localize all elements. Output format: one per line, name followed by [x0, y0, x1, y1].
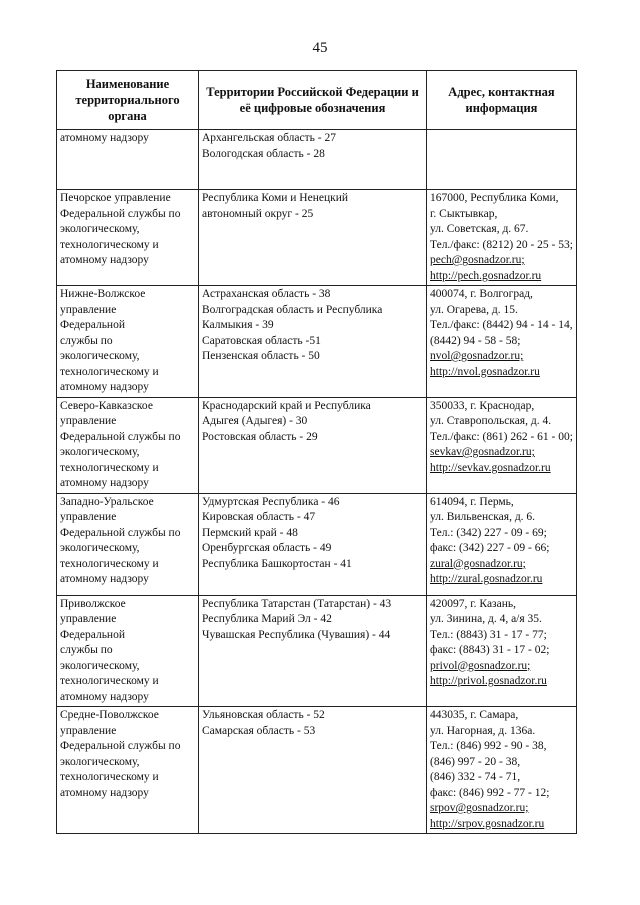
cell-text-line: Федеральной [60, 319, 125, 331]
cell-text-line: Самарская область - 53 [202, 724, 316, 737]
cell-text-line: 443035, г. Самара, [430, 709, 519, 721]
table-row [57, 707, 577, 834]
territories-cell [199, 130, 427, 190]
contacts-cell [427, 397, 577, 493]
contacts-cell [427, 286, 577, 398]
cell-text-line: управление [60, 303, 117, 316]
cell-text-line: (846) 332 - 74 - 71, [430, 771, 521, 783]
contacts-cell [427, 595, 577, 707]
cell-text-line: экологическому, [60, 446, 140, 458]
cell-text-line: 167000, Республика Коми, [430, 192, 559, 204]
cell-text-line: экологическому, [60, 755, 140, 768]
organ-cell [57, 707, 199, 834]
table-body [57, 130, 577, 834]
cell-text-line: факс: (8843) 31 - 17 - 02; [430, 644, 550, 656]
cell-text-line: Тел./факс: (8212) 20 - 25 - 53; [430, 238, 573, 251]
cell-text-line: (8442) 94 - 58 - 58; [430, 334, 521, 347]
cell-text-line: технологическому и [60, 238, 159, 251]
territories-cell [199, 493, 427, 595]
cell-text-line: ул. Огарева, д. 15. [430, 303, 518, 316]
table-header-row [57, 71, 577, 130]
cell-text-line: 400074, г. Волгоград, [430, 288, 533, 300]
cell-text-line: атомному надзору [60, 254, 149, 266]
website-link[interactable]: http://pech.gosnadzor.ru [430, 269, 542, 282]
cell-text-line: Тел./факс: (861) 262 - 61 - 00; [430, 430, 573, 443]
cell-text-line: 420097, г. Казань, [430, 597, 516, 610]
cell-text-line: Чувашская Республика (Чувашия) - 44 [202, 628, 391, 641]
contacts-cell [427, 707, 577, 834]
cell-text-line: службы по [60, 334, 113, 347]
header-contacts: Адрес, контактная информация [427, 71, 577, 130]
cell-text-line: атомному надзору [60, 132, 149, 144]
cell-text-line: ул. Советская, д. 67. [430, 223, 529, 235]
cell-text-line: Тел./факс: (8442) 94 - 14 - 14, [430, 319, 573, 331]
cell-text-line: Средне-Поволжское [60, 709, 159, 721]
cell-text-line: Пензенская область - 50 [202, 350, 320, 362]
territories-cell [199, 190, 427, 286]
cell-text-line: Федеральной службы по [60, 430, 181, 443]
cell-text-line: атомному надзору [60, 786, 149, 799]
table-row [57, 397, 577, 493]
cell-text-line: ул. Нагорная, д. 136а. [430, 724, 536, 737]
cell-text-line: Ульяновская область - 52 [202, 709, 325, 721]
cell-text-line: службы по [60, 644, 113, 656]
email-link[interactable]: pech@gosnadzor.ru; [430, 254, 525, 266]
cell-text-line: управление [60, 511, 117, 523]
website-link[interactable]: http://srpov.gosnadzor.ru [430, 817, 545, 830]
website-link[interactable]: http://privol.gosnadzor.ru [430, 675, 547, 687]
website-link[interactable]: http://sevkav.gosnadzor.ru [430, 461, 551, 474]
cell-text-line: 614094, г. Пермь, [430, 495, 514, 508]
cell-text-line: Оренбургская область - 49 [202, 542, 332, 554]
cell-text-line: факс: (342) 227 - 09 - 66; [430, 542, 550, 554]
contacts-cell [427, 493, 577, 595]
cell-text-line: Кировская область - 47 [202, 511, 316, 523]
cell-text-line: ул. Зинина, д. 4, а/я 35. [430, 613, 542, 625]
cell-text-line: Республика Марий Эл - 42 [202, 613, 332, 625]
cell-text-line: ул. Ставропольская, д. 4. [430, 415, 552, 427]
email-link[interactable]: privol@gosnadzor.ru; [430, 659, 531, 672]
email-link[interactable]: sevkav@gosnadzor.ru; [430, 446, 535, 458]
cell-text-line: Западно-Уральское [60, 495, 154, 508]
cell-text-line: факс: (846) 992 - 77 - 12; [430, 786, 550, 799]
organ-cell [57, 130, 199, 190]
cell-text-line: Федеральной [60, 628, 125, 641]
cell-text-line: Республика Башкортостан - 41 [202, 557, 352, 570]
cell-text-line: Республика Коми и Ненецкий [202, 192, 349, 204]
cell-text-line: Республика Татарстан (Татарстан) - 43 [202, 597, 392, 610]
cell-text-line: атомному надзору [60, 690, 149, 703]
cell-text-line: Пермский край - 48 [202, 526, 298, 539]
cell-text-line: экологическому, [60, 542, 140, 554]
table-row [57, 493, 577, 595]
cell-text-line: технологическому и [60, 557, 159, 570]
cell-text-line: Федеральной службы по [60, 740, 181, 752]
table-row [57, 130, 577, 190]
cell-text-line: Тел.: (8843) 31 - 17 - 77; [430, 628, 547, 641]
header-organ-name: Наименование территориального органа [57, 71, 199, 130]
cell-text-line: (846) 997 - 20 - 38, [430, 755, 521, 768]
cell-text-line: экологическому, [60, 659, 140, 672]
cell-text-line: Адыгея (Адыгея) - 30 [202, 415, 308, 427]
cell-text-line: управление [60, 724, 117, 737]
cell-text-line: Вологодская область - 28 [202, 147, 325, 160]
cell-text-line: Удмуртская Республика - 46 [202, 495, 340, 508]
organ-cell [57, 397, 199, 493]
cell-text-line: технологическому и [60, 365, 159, 378]
cell-text-line: Федеральной службы по [60, 526, 181, 539]
cell-text-line: Астраханская область - 38 [202, 288, 331, 300]
cell-text-line: Тел.: (342) 227 - 09 - 69; [430, 526, 547, 539]
cell-text-line: ул. Вильвенская, д. 6. [430, 511, 536, 523]
cell-text-line: Ростовская область - 29 [202, 430, 318, 443]
table-row [57, 286, 577, 398]
cell-text-line: Тел.: (846) 992 - 90 - 38, [430, 740, 547, 752]
cell-text-line: экологическому, [60, 350, 140, 362]
organ-cell [57, 286, 199, 398]
cell-text-line: г. Сыктывкар, [430, 207, 498, 220]
cell-text-line: Калмыкия - 39 [202, 319, 274, 331]
cell-text-line: Федеральной службы по [60, 207, 181, 220]
territories-cell [199, 595, 427, 707]
organ-cell [57, 190, 199, 286]
table-row [57, 190, 577, 286]
cell-text-line: атомному надзору [60, 381, 149, 393]
organ-cell [57, 595, 199, 707]
cell-text-line: управление [60, 415, 117, 427]
email-link[interactable]: nvol@gosnadzor.ru; [430, 350, 524, 362]
cell-text-line: Северо-Кавказское [60, 399, 153, 412]
cell-text-line: технологическому и [60, 771, 159, 783]
territories-cell [199, 707, 427, 834]
contacts-cell [427, 130, 577, 190]
contacts-cell [427, 190, 577, 286]
cell-text-line: технологическому и [60, 675, 159, 687]
territories-cell [199, 397, 427, 493]
website-link[interactable]: http://zural.gosnadzor.ru [430, 573, 543, 585]
cell-text-line: автономный округ - 25 [202, 207, 314, 220]
organ-cell [57, 493, 199, 595]
cell-text-line: технологическому и [60, 461, 159, 474]
cell-text-line: атомному надзору [60, 477, 149, 489]
header-territories: Территории Российской Федерации и её цифровые обозначения [199, 71, 427, 130]
website-link[interactable]: http://nvol.gosnadzor.ru [430, 365, 540, 378]
cell-text-line: Саратовская область -51 [202, 334, 321, 347]
cell-text-line: Архангельская область - 27 [202, 132, 336, 144]
cell-text-line: атомному надзору [60, 573, 149, 585]
cell-text-line: Краснодарский край и Республика [202, 399, 371, 412]
territorial-organs-table [56, 70, 577, 834]
cell-text-line: 350033, г. Краснодар, [430, 399, 535, 412]
email-link[interactable]: srpov@gosnadzor.ru; [430, 802, 529, 814]
cell-text-line: Приволжское [60, 597, 126, 610]
territories-cell [199, 286, 427, 398]
cell-text-line: Волгоградская область и Республика [202, 303, 383, 316]
table-row [57, 595, 577, 707]
cell-text-line: экологическому, [60, 223, 140, 235]
cell-text-line: Нижне-Волжское [60, 288, 146, 300]
cell-text-line: управление [60, 613, 117, 625]
email-link[interactable]: zural@gosnadzor.ru; [430, 557, 526, 570]
page-number: 45 [312, 40, 328, 56]
cell-text-line: Печорское управление [60, 192, 171, 204]
